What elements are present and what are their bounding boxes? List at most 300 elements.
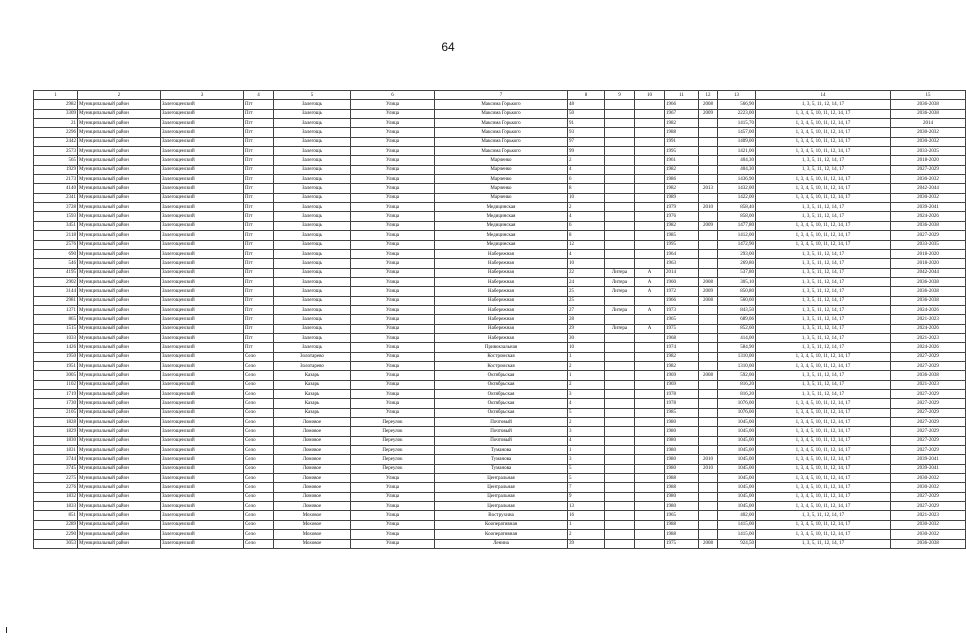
table-cell: Максима Горького bbox=[435, 137, 568, 146]
table-cell: Село bbox=[244, 361, 274, 370]
table-cell bbox=[699, 361, 718, 370]
table-cell bbox=[605, 502, 635, 511]
table-cell: 3053 bbox=[34, 539, 78, 548]
table-cell bbox=[635, 483, 665, 492]
table-cell: 2021-2023 bbox=[891, 380, 966, 389]
table-cell: Пгт bbox=[244, 240, 274, 249]
table-cell bbox=[635, 492, 665, 501]
table-cell: Залегощенский bbox=[161, 361, 244, 370]
table-cell bbox=[605, 203, 635, 212]
table-cell bbox=[699, 147, 718, 156]
table-cell: 2013 bbox=[699, 184, 718, 193]
table-cell bbox=[605, 259, 635, 268]
table-cell: Залегощенский bbox=[161, 249, 244, 258]
table-cell: 2039-2041 bbox=[891, 464, 966, 473]
table-cell: Муниципальный район bbox=[78, 147, 161, 156]
table-cell: Муниципальный район bbox=[78, 530, 161, 539]
table-cell: 3 bbox=[568, 455, 605, 464]
table-cell bbox=[699, 427, 718, 436]
table-cell: 1045,00 bbox=[718, 436, 756, 445]
table-cell: Пгт bbox=[244, 109, 274, 118]
table-row bbox=[34, 212, 966, 221]
table-cell: 2010 bbox=[699, 203, 718, 212]
table-cell: 1982 bbox=[665, 352, 699, 361]
table-cell: 2008 bbox=[699, 371, 718, 380]
table-cell: Золотарево bbox=[274, 352, 351, 361]
table-cell: 2021-2023 bbox=[891, 333, 966, 342]
table-cell bbox=[605, 137, 635, 146]
table-cell: 1830 bbox=[34, 436, 78, 445]
table-cell: 1831 bbox=[34, 446, 78, 455]
table-cell bbox=[635, 502, 665, 511]
table-cell: 1, 3, 5, 11, 12, 14, 17 bbox=[756, 156, 891, 165]
table-cell: 2042-2044 bbox=[891, 268, 966, 277]
table-cell: Село bbox=[244, 539, 274, 548]
table-cell: Залегощь bbox=[274, 221, 351, 230]
table-cell: 1409,00 bbox=[718, 137, 756, 146]
table-cell: Улица bbox=[351, 221, 435, 230]
table-cell: Село bbox=[244, 502, 274, 511]
table-cell: 2039-2041 bbox=[891, 455, 966, 464]
table-cell: Октябрьская bbox=[435, 399, 568, 408]
table-cell: Набережная bbox=[435, 305, 568, 314]
table-cell bbox=[699, 492, 718, 501]
table-cell: А bbox=[635, 324, 665, 333]
table-cell: 3745 bbox=[34, 464, 78, 473]
table-cell bbox=[635, 399, 665, 408]
column-number-cell: 8 bbox=[568, 91, 605, 100]
table-cell: Переулок bbox=[351, 446, 435, 455]
table-cell: Муниципальный район bbox=[78, 399, 161, 408]
table-row bbox=[34, 361, 966, 370]
table-row bbox=[34, 446, 966, 455]
table-cell: 402,00 bbox=[718, 511, 756, 520]
table-cell: 2042-2044 bbox=[891, 184, 966, 193]
table-cell: 1, 3, 5, 11, 12, 14, 17 bbox=[756, 212, 891, 221]
table-cell: Пгт bbox=[244, 277, 274, 286]
table-cell: Почтовый bbox=[435, 436, 568, 445]
table-cell bbox=[605, 520, 635, 529]
table-cell: Залегощенский bbox=[161, 109, 244, 118]
table-row bbox=[34, 128, 966, 137]
table-cell: Улица bbox=[351, 324, 435, 333]
table-cell bbox=[605, 128, 635, 137]
table-cell bbox=[605, 343, 635, 352]
table-row bbox=[34, 268, 966, 277]
table-cell: 1989 bbox=[665, 193, 699, 202]
table-cell: Залегощь bbox=[274, 333, 351, 342]
table-cell: 3144 bbox=[34, 287, 78, 296]
table-cell bbox=[635, 418, 665, 427]
table-cell bbox=[635, 455, 665, 464]
table-cell: Залегощь bbox=[274, 100, 351, 109]
table-cell: 2024-2026 bbox=[891, 305, 966, 314]
table-cell: 25 bbox=[568, 296, 605, 305]
table-cell: Казарь bbox=[274, 371, 351, 380]
table-cell bbox=[699, 156, 718, 165]
table-cell bbox=[699, 530, 718, 539]
column-number-cell: 13 bbox=[718, 91, 756, 100]
table-cell: Улица bbox=[351, 474, 435, 483]
table-cell: 1991 bbox=[665, 137, 699, 146]
table-cell bbox=[605, 436, 635, 445]
table-cell: Моховое bbox=[274, 520, 351, 529]
table-row bbox=[34, 231, 966, 240]
table-cell: 2027-2029 bbox=[891, 446, 966, 455]
table-row bbox=[34, 184, 966, 193]
table-cell: 2024-2026 bbox=[891, 343, 966, 352]
table-cell: Залегощенский bbox=[161, 530, 244, 539]
column-number-cell: 15 bbox=[891, 91, 966, 100]
table-cell: 5 bbox=[568, 464, 605, 473]
table-cell: 1, 3, 4, 5, 10, 11, 12, 14, 17 bbox=[756, 119, 891, 128]
table-cell: 850,80 bbox=[718, 287, 756, 296]
table-cell: 2033-2035 bbox=[891, 147, 966, 156]
table-cell: Залегощь bbox=[274, 315, 351, 324]
table-cell: 690 bbox=[34, 249, 78, 258]
table-cell bbox=[605, 231, 635, 240]
table-cell: Залегощь bbox=[274, 240, 351, 249]
table-cell: Переулок bbox=[351, 464, 435, 473]
table-cell: 1310,00 bbox=[718, 352, 756, 361]
table-cell: 565 bbox=[34, 156, 78, 165]
table-cell: Муниципальный район bbox=[78, 277, 161, 286]
table-cell: Залегощь bbox=[274, 137, 351, 146]
table-cell: Залегощенский bbox=[161, 418, 244, 427]
table-cell: Улица bbox=[351, 147, 435, 156]
table-cell: 1 bbox=[568, 446, 605, 455]
table-cell: 1, 3, 4, 5, 10, 11, 12, 14, 17 bbox=[756, 109, 891, 118]
table-cell: Залегощь bbox=[274, 165, 351, 174]
housing-registry-table-wrap bbox=[33, 90, 939, 549]
table-cell: 1, 3, 4, 5, 10, 11, 12, 14, 17 bbox=[756, 231, 891, 240]
table-cell: 1415,70 bbox=[718, 119, 756, 128]
table-cell: Муниципальный район bbox=[78, 455, 161, 464]
table-cell: 1982 bbox=[665, 165, 699, 174]
table-cell: Улица bbox=[351, 305, 435, 314]
table-cell: Пгт bbox=[244, 212, 274, 221]
table-cell: 2902 bbox=[34, 277, 78, 286]
table-cell: Улица bbox=[351, 390, 435, 399]
column-number-cell: 7 bbox=[435, 91, 568, 100]
table-cell: Залегощенский bbox=[161, 203, 244, 212]
table-cell bbox=[699, 305, 718, 314]
table-cell: 1833 bbox=[34, 502, 78, 511]
table-cell: 1719 bbox=[34, 390, 78, 399]
table-cell: 2036-2038 bbox=[891, 296, 966, 305]
table-cell: 1412,00 bbox=[718, 231, 756, 240]
table-cell: 1980 bbox=[665, 455, 699, 464]
table-cell: Залегощь bbox=[274, 287, 351, 296]
table-cell: 1, 3, 4, 5, 10, 11, 12, 14, 17 bbox=[756, 530, 891, 539]
table-cell: 1472,90 bbox=[718, 240, 756, 249]
table-cell: А bbox=[635, 268, 665, 277]
table-cell: Улица bbox=[351, 119, 435, 128]
column-number-row bbox=[34, 91, 966, 100]
table-cell: Залегощенский bbox=[161, 464, 244, 473]
table-cell: Медицинская bbox=[435, 212, 568, 221]
table-cell bbox=[699, 511, 718, 520]
table-row bbox=[34, 333, 966, 342]
table-row bbox=[34, 100, 966, 109]
table-row bbox=[34, 203, 966, 212]
table-cell: Село bbox=[244, 492, 274, 501]
table-cell bbox=[635, 539, 665, 548]
table-cell: 3728 bbox=[34, 203, 78, 212]
table-cell: 5 bbox=[568, 474, 605, 483]
table-cell: Казарь bbox=[274, 408, 351, 417]
table-cell: 1310,00 bbox=[718, 361, 756, 370]
table-cell: Центральная bbox=[435, 474, 568, 483]
table-cell: Залегощенский bbox=[161, 268, 244, 277]
table-cell: Залегощенский bbox=[161, 483, 244, 492]
table-cell: 1045,00 bbox=[718, 464, 756, 473]
table-cell: Ломовое bbox=[274, 464, 351, 473]
table-cell: Залегощь bbox=[274, 343, 351, 352]
table-cell: 1978 bbox=[665, 399, 699, 408]
table-row bbox=[34, 399, 966, 408]
table-cell: Муниципальный район bbox=[78, 268, 161, 277]
table-cell: Ломовое bbox=[274, 455, 351, 464]
table-cell: 2036-2038 bbox=[891, 109, 966, 118]
table-cell: Село bbox=[244, 371, 274, 380]
table-row bbox=[34, 277, 966, 286]
table-cell bbox=[605, 464, 635, 473]
table-cell: 97 bbox=[568, 137, 605, 146]
table-cell: Муниципальный район bbox=[78, 464, 161, 473]
table-cell: Улица bbox=[351, 165, 435, 174]
table-cell bbox=[635, 100, 665, 109]
table-cell: 2027-2029 bbox=[891, 418, 966, 427]
table-cell bbox=[605, 418, 635, 427]
table-cell: Залегощенский bbox=[161, 165, 244, 174]
table-cell bbox=[635, 193, 665, 202]
table-cell bbox=[699, 390, 718, 399]
table-cell bbox=[635, 119, 665, 128]
table-cell: 1076,00 bbox=[718, 408, 756, 417]
table-cell: 2 bbox=[568, 530, 605, 539]
table-cell bbox=[699, 231, 718, 240]
table-cell bbox=[699, 259, 718, 268]
table-cell: Ломовое bbox=[274, 492, 351, 501]
table-cell: 1, 3, 4, 5, 10, 11, 12, 14, 17 bbox=[756, 474, 891, 483]
table-cell: Муниципальный район bbox=[78, 483, 161, 492]
table-cell: 1, 3, 4, 5, 10, 11, 12, 14, 17 bbox=[756, 492, 891, 501]
table-cell: Залегощенский bbox=[161, 259, 244, 268]
table-cell: 2027-2029 bbox=[891, 502, 966, 511]
table-cell: 1982 bbox=[665, 221, 699, 230]
column-number-cell: 11 bbox=[665, 91, 699, 100]
table-cell: Марченко bbox=[435, 193, 568, 202]
table-cell bbox=[605, 408, 635, 417]
table-cell: 91 bbox=[568, 119, 605, 128]
table-cell: 2296 bbox=[34, 128, 78, 137]
table-cell: Село bbox=[244, 436, 274, 445]
table-cell: А bbox=[635, 277, 665, 286]
table-cell bbox=[699, 474, 718, 483]
table-cell: 816,20 bbox=[718, 390, 756, 399]
table-cell bbox=[699, 268, 718, 277]
table-cell: Набережная bbox=[435, 324, 568, 333]
table-row bbox=[34, 259, 966, 268]
table-cell: Муниципальный район bbox=[78, 361, 161, 370]
table-cell: 2 bbox=[568, 361, 605, 370]
table-cell: 2276 bbox=[34, 483, 78, 492]
table-cell: 2027-2029 bbox=[891, 427, 966, 436]
table-cell bbox=[635, 511, 665, 520]
table-cell: 1076,00 bbox=[718, 399, 756, 408]
table-cell: Набережная bbox=[435, 296, 568, 305]
table-cell: Казарь bbox=[274, 399, 351, 408]
table-cell: Залегощенский bbox=[161, 221, 244, 230]
table-cell: 1966 bbox=[665, 296, 699, 305]
table-cell bbox=[635, 137, 665, 146]
table-cell bbox=[635, 343, 665, 352]
table-cell: 1, 3, 4, 5, 10, 11, 12, 14, 17 bbox=[756, 147, 891, 156]
table-cell: 2030-2032 bbox=[891, 530, 966, 539]
table-cell: 2021-2023 bbox=[891, 315, 966, 324]
table-cell: 1, 3, 5, 11, 12, 14, 17 bbox=[756, 333, 891, 342]
table-cell: Пгт bbox=[244, 137, 274, 146]
table-cell: Село bbox=[244, 474, 274, 483]
table-cell: А bbox=[635, 305, 665, 314]
table-cell bbox=[605, 371, 635, 380]
table-cell: 1, 3, 5, 11, 12, 14, 17 bbox=[756, 315, 891, 324]
table-cell: Улица bbox=[351, 249, 435, 258]
table-row bbox=[34, 455, 966, 464]
table-cell: Залегощенский bbox=[161, 147, 244, 156]
table-cell bbox=[699, 324, 718, 333]
table-cell: 2030-2032 bbox=[891, 137, 966, 146]
table-cell: 2982 bbox=[34, 100, 78, 109]
table-cell: 1422,00 bbox=[718, 193, 756, 202]
table-cell: Залегощенский bbox=[161, 100, 244, 109]
table-cell: 865 bbox=[34, 315, 78, 324]
table-cell: 3005 bbox=[34, 371, 78, 380]
table-cell: 1432,00 bbox=[718, 184, 756, 193]
table-cell bbox=[635, 109, 665, 118]
table-cell: 1969 bbox=[665, 380, 699, 389]
table-cell bbox=[605, 240, 635, 249]
table-cell: 2036-2038 bbox=[891, 277, 966, 286]
table-cell bbox=[605, 109, 635, 118]
table-cell: 1965 bbox=[665, 511, 699, 520]
table-cell: Ломовое bbox=[274, 483, 351, 492]
table-cell: Муниципальный район bbox=[78, 100, 161, 109]
table-cell: 2024-2026 bbox=[891, 324, 966, 333]
table-cell: 2036-2038 bbox=[891, 539, 966, 548]
table-cell: Залегощь bbox=[274, 156, 351, 165]
table-cell: Залегощенский bbox=[161, 296, 244, 305]
table-cell bbox=[635, 221, 665, 230]
table-cell: 2 bbox=[568, 380, 605, 389]
table-cell: Залегощь bbox=[274, 203, 351, 212]
table-cell: 1730 bbox=[34, 399, 78, 408]
table-cell: 546 bbox=[34, 259, 78, 268]
table-row bbox=[34, 474, 966, 483]
table-cell bbox=[635, 361, 665, 370]
table-cell: 1, 3, 4, 5, 10, 11, 12, 14, 17 bbox=[756, 240, 891, 249]
table-cell bbox=[635, 530, 665, 539]
table-cell: 4 bbox=[568, 212, 605, 221]
table-cell bbox=[605, 333, 635, 342]
table-cell bbox=[635, 184, 665, 193]
table-cell bbox=[605, 380, 635, 389]
table-cell: Залегощенский bbox=[161, 539, 244, 548]
table-cell: Пгт bbox=[244, 259, 274, 268]
table-cell: Село bbox=[244, 446, 274, 455]
table-cell bbox=[605, 175, 635, 184]
table-cell bbox=[635, 128, 665, 137]
table-cell: Улица bbox=[351, 511, 435, 520]
table-cell: 2014 bbox=[891, 119, 966, 128]
table-cell: Улица bbox=[351, 240, 435, 249]
table-cell: 3 bbox=[568, 427, 605, 436]
table-cell: Муниципальный район bbox=[78, 380, 161, 389]
table-cell: 1980 bbox=[665, 427, 699, 436]
table-cell: 1950 bbox=[34, 352, 78, 361]
table-row bbox=[34, 315, 966, 324]
table-cell: Муниципальный район bbox=[78, 520, 161, 529]
table-cell: Залегощенский bbox=[161, 390, 244, 399]
table-cell: 1979 bbox=[665, 203, 699, 212]
table-cell: Улица bbox=[351, 184, 435, 193]
table-cell: 1, 3, 5, 11, 12, 14, 17 bbox=[756, 259, 891, 268]
table-cell: Литера bbox=[605, 277, 635, 286]
table-row bbox=[34, 427, 966, 436]
table-cell: 1, 3, 4, 5, 10, 11, 12, 14, 17 bbox=[756, 175, 891, 184]
table-cell: 1, 3, 5, 11, 12, 14, 17 bbox=[756, 511, 891, 520]
table-cell: Залегощенский bbox=[161, 119, 244, 128]
table-row bbox=[34, 296, 966, 305]
table-cell: Муниципальный район bbox=[78, 492, 161, 501]
table-cell: 1986 bbox=[665, 175, 699, 184]
table-cell: 1, 3, 5, 11, 12, 14, 17 bbox=[756, 100, 891, 109]
table-cell: Село bbox=[244, 380, 274, 389]
table-cell: Муниципальный район bbox=[78, 418, 161, 427]
table-cell: 1988 bbox=[665, 530, 699, 539]
table-cell: 1, 3, 5, 11, 12, 14, 17 bbox=[756, 287, 891, 296]
table-cell bbox=[605, 184, 635, 193]
table-cell: 2289 bbox=[34, 520, 78, 529]
table-cell: 1, 3, 4, 5, 10, 11, 12, 14, 17 bbox=[756, 427, 891, 436]
table-row bbox=[34, 240, 966, 249]
table-cell: Залегощенский bbox=[161, 137, 244, 146]
table-cell: Село bbox=[244, 530, 274, 539]
table-cell: Залегощенский bbox=[161, 287, 244, 296]
table-cell: 1988 bbox=[665, 474, 699, 483]
table-cell: 2010 bbox=[699, 464, 718, 473]
table-cell: Пгт bbox=[244, 231, 274, 240]
table-cell: Центральная bbox=[435, 492, 568, 501]
table-cell: 1045,00 bbox=[718, 418, 756, 427]
table-cell: 22 bbox=[568, 268, 605, 277]
table-body bbox=[34, 91, 966, 549]
table-cell: 1, 3, 5, 11, 12, 14, 17 bbox=[756, 343, 891, 352]
table-cell: 2036-2038 bbox=[891, 287, 966, 296]
table-cell bbox=[605, 165, 635, 174]
table-cell: 2008 bbox=[699, 100, 718, 109]
table-cell: Село bbox=[244, 399, 274, 408]
table-cell: Муниципальный район bbox=[78, 137, 161, 146]
table-cell: Переулок bbox=[351, 436, 435, 445]
table-cell: Село bbox=[244, 464, 274, 473]
table-cell: Пгт bbox=[244, 221, 274, 230]
table-cell: 29 bbox=[568, 324, 605, 333]
table-cell: 2033-2035 bbox=[891, 240, 966, 249]
table-cell: Залегощь bbox=[274, 119, 351, 128]
table-cell: Ломовое bbox=[274, 474, 351, 483]
